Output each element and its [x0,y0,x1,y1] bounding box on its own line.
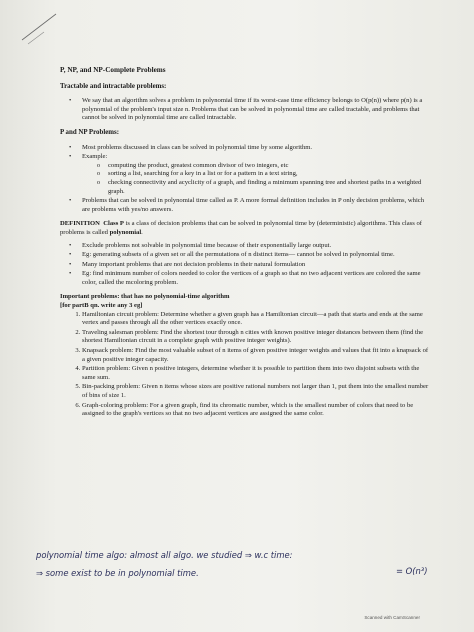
handwritten-note-line1: polynomial time algo: almost all algo. we studied ⇒ w.c time: [36,550,293,560]
problem-item: 1. Hamiltonian circuit problem: Determine whether a given graph has a Hamiltonian circuit—a path that starts and ends at the same vertex and passes through all the other vertices exactly once. [82,311,430,328]
notes-list [60,242,430,288]
list-item: • Eg: find minimum number of colors needed to color the vertices of a graph so that no two adjacent vertices are colored the same color, called the mcoloring problem. [82,270,430,287]
definition-label: DEFINITION [60,220,100,228]
list-item: • Most problems discussed in class can be solved in polynomial time by some algorithm. [82,144,430,153]
definition-class: Class P [103,220,124,228]
sub-item: o sorting a list, searching for a key in a list or for a pattern in a text string, [108,170,430,179]
problem-item: 3. Knapsack problem: Find the most valuable subset of n items of given positive integer weights and values that fit into a knapsack of a given positive integer capacity. [82,347,430,364]
problem-item: 6. Graph-coloring problem: For a given graph, find its chromatic number, which is the smallest number of colors that need to be assigned to the graph's vertices so that no two adjacent vertices are assigned the same color. [82,402,430,419]
tractable-heading: Tractable and intractable problems: [60,82,167,90]
document-body [60,66,430,420]
scanner-watermark: Scanned with CamScanner [364,615,420,620]
pencil-mark-icon [20,10,60,46]
example-label: Example: [82,153,108,161]
definition-text: is a class of decision problems that can be solved in polynomial time by (deterministic) algorithms. This class of problems is called [60,220,422,236]
page-title: P, NP, and NP-Complete Problems [60,66,166,74]
list-item [82,153,430,196]
tractable-list [60,97,430,123]
sub-item: o computing the product, greatest common divisor of two integers, etc [108,162,430,171]
example-sublist [82,162,430,196]
list-item: • We say that an algorithm solves a problem in polynomial time if its worst-case time efficiency belongs to O(p(n)) where p(n) is a polynomial of the problem's input size n. Problems that can be solved in polynomial time are called tractable, and problems that cannot be solved in polynomial time are called intractable. [82,97,430,123]
problem-item: 5. Bin-packing problem: Given n items whose sizes are positive rational numbers not larger than 1, put them into the smallest number of bins of size 1. [82,383,430,400]
list-item: • Problems that can be solved in polynomial time called as P. A more formal definition includes in P only decision problems, which are problems with yes/no answers. [82,197,430,214]
important-heading: Important problems: that has no polynomial-time algorithm [60,293,230,301]
definition-paragraph: DEFINITION Class P is a class of decision problems that can be solved in polynomial time by (deterministic) algorithms. This class of problems is called polynomial. [60,220,422,236]
list-item: • Many important problems that are not decision problems in their natural formulation [82,261,430,270]
problem-item: 2. Traveling salesman problem: Find the shortest tour through n cities with known positive integer distances between them (find the shortest Hamiltonian circuit in a complete graph with positive integer weights). [82,329,430,346]
handwritten-note-line2: ⇒ some exist to be in polynomial time. [36,568,199,578]
pnp-list [60,144,430,215]
sub-item: o checking connectivity and acyclicity of a graph, and finding a minimum spanning tree and shortest paths in a weighted graph. [108,179,430,196]
important-subheading: [for partB qn. write any 3 eg] [60,302,143,310]
definition-emph: polynomial [109,228,142,236]
handwritten-note-big-o: = O(n³) [396,566,428,576]
list-item: • Exclude problems not solvable in polynomial time because of their exponentially large output. [82,242,430,251]
important-problems-list [60,311,430,419]
pnp-heading: P and NP Problems: [60,128,120,136]
problem-item: 4. Partition problem: Given n positive integers, determine whether it is possible to partition them into two disjoint subsets with the same sum. [82,365,430,382]
list-item: • Eg: generating subsets of a given set or all the permutations of n distinct items— cannot be solved in polynomial time. [82,251,430,260]
